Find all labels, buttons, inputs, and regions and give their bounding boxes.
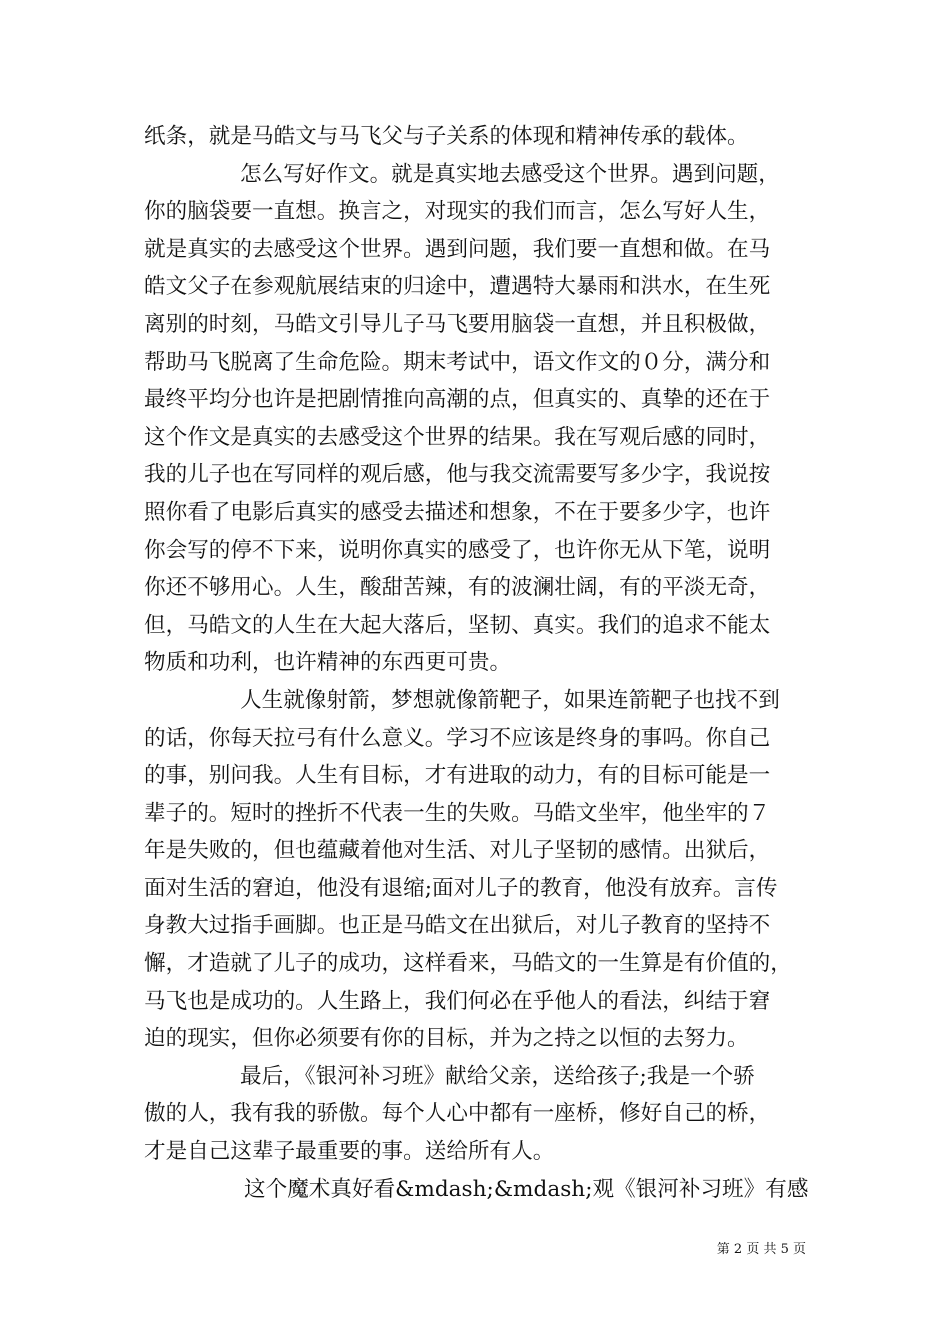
text-line: 你会写的停不下来，说明你真实的感受了，也许你无从下笔，说明 xyxy=(144,537,771,563)
text-line: 傲的人，我有我的骄傲。每个人心中都有一座桥，修好自己的桥， xyxy=(144,1101,771,1127)
article-title-line: 这个魔术真好看&mdash;&mdash;观《银河补习班》有感 xyxy=(244,1176,809,1202)
text-line: 纸条，就是马皓文与马飞父与子关系的体现和精神传承的载体。 xyxy=(144,124,749,149)
text-line: 但，马皓文的人生在大起大落后，坚韧、真实。我们的追求不能太 xyxy=(144,612,771,638)
text-line: 年是失败的，但也蕴藏着他对生活、对儿子坚韧的感情。出狱后， xyxy=(144,838,771,864)
text-line: 的话，你每天拉弓有什么意义。学习不应该是终身的事吗。你自己 xyxy=(144,725,771,751)
page-number-footer: 第 2 页 共 5 页 xyxy=(716,1242,806,1257)
text-line: 的事，别问我。人生有目标，才有进取的动力，有的目标可能是一 xyxy=(144,763,771,789)
document-body xyxy=(144,118,834,1208)
text-line: 最终平均分也许是把剧情推向高潮的点，但真实的、真挚的还在于 xyxy=(144,387,771,413)
text-line: 才是自己这辈子最重要的事。送给所有人。 xyxy=(144,1139,555,1165)
text-line: 你还不够用心。人生，酸甜苦辣，有的波澜壮阔，有的平淡无奇， xyxy=(144,575,771,601)
text-line: 迫的现实，但你必须要有你的目标，并为之持之以恒的去努力。 xyxy=(144,1026,749,1052)
text-line: 照你看了电影后真实的感受去描述和想象，不在于要多少字，也许 xyxy=(144,499,771,525)
text-line: 离别的时刻，马皓文引导儿子马飞要用脑袋一直想，并且积极做， xyxy=(144,311,771,337)
text-line: 这个作文是真实的去感受这个世界的结果。我在写观后感的同时， xyxy=(144,424,771,450)
text-line: 辈子的。短时的挫折不代表一生的失败。马皓文坐牢，他坐牢的７ xyxy=(144,800,771,826)
paragraph-start-line: 怎么写好作文。就是真实地去感受这个世界。遇到问题， xyxy=(240,161,780,187)
text-line: 你的脑袋要一直想。换言之，对现实的我们而言，怎么写好人生， xyxy=(144,199,771,225)
text-line: 身教大过指手画脚。也正是马皓文在出狱后，对儿子教育的坚持不 xyxy=(144,913,771,939)
paragraph-start-line: 人生就像射箭，梦想就像箭靶子，如果连箭靶子也找不到 xyxy=(240,687,780,713)
paragraph-start-line: 最后，《银河补习班》献给父亲，送给孩子;我是一个骄 xyxy=(240,1063,755,1089)
text-line: 就是真实的去感受这个世界。遇到问题，我们要一直想和做。在马 xyxy=(144,236,771,262)
text-line: 物质和功利，也许精神的东西更可贵。 xyxy=(144,650,512,676)
text-line: 帮助马飞脱离了生命危险。期末考试中，语文作文的０分，满分和 xyxy=(144,349,771,375)
text-line: 马飞也是成功的。人生路上，我们何必在乎他人的看法，纠结于窘 xyxy=(144,988,771,1014)
text-line: 我的儿子也在写同样的观后感，他与我交流需要写多少字，我说按 xyxy=(144,462,771,488)
text-line: 懈，才造就了儿子的成功，这样看来，马皓文的一生算是有价值的， xyxy=(144,951,792,977)
text-line: 面对生活的窘迫，他没有退缩;面对儿子的教育，他没有放弃。言传 xyxy=(144,875,778,901)
text-line: 皓文父子在参观航展结束的归途中，遭遇特大暴雨和洪水，在生死 xyxy=(144,274,771,300)
